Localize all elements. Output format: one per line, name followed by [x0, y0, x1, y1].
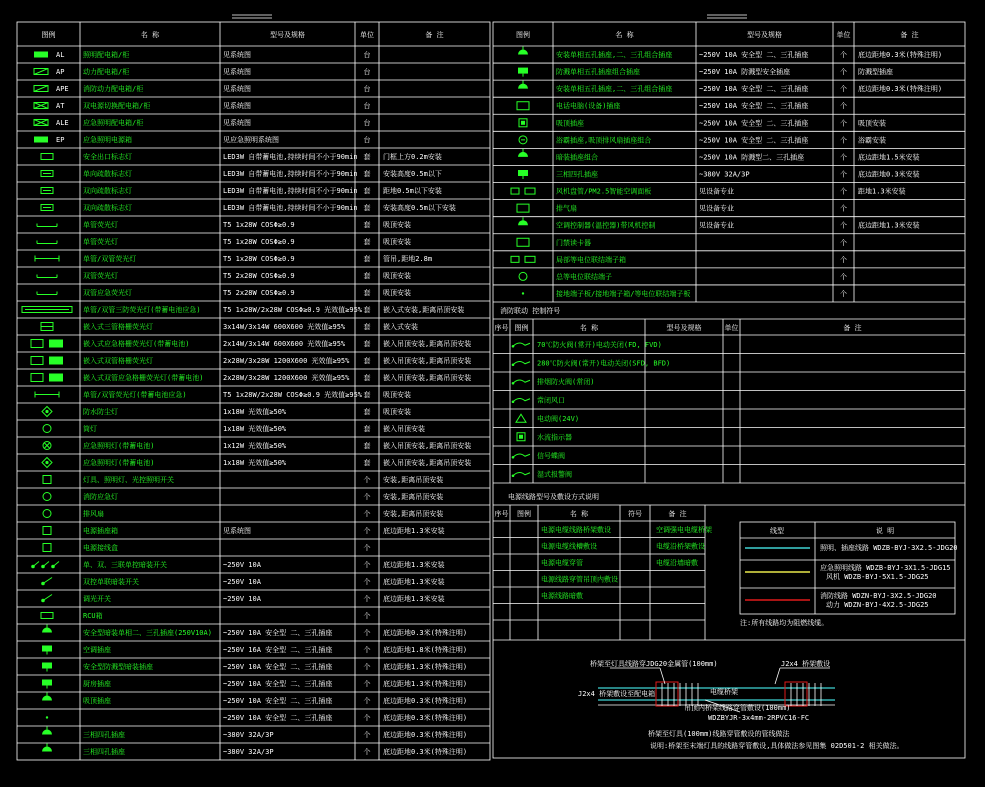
device-unit: 套 — [363, 374, 371, 382]
device-note: 底边距地0.3米(特殊注明) — [383, 714, 468, 722]
device-name: 电源接线盒 — [83, 544, 118, 552]
device-unit: 个 — [363, 663, 371, 671]
column-header: 型号及规格 — [666, 324, 702, 332]
device-note: 吸顶安装 — [383, 221, 411, 229]
column-header: 说 明 — [875, 527, 895, 535]
device-note: 底边距地1.3米安装 — [383, 561, 445, 569]
device-note: 嵌入吊顶安装,距离吊顶安装 — [383, 357, 472, 365]
device-note: 底边距地0.3米(特殊注明) — [858, 85, 943, 94]
device-spec: ~250V 10A 安全型 二、三孔插座 — [699, 102, 809, 111]
device-spec: ~250V 10A 安全型 二、三孔插座 — [223, 697, 333, 705]
column-header: 名 称 — [140, 31, 160, 39]
device-unit: 个 — [363, 612, 371, 620]
device-unit: 个 — [363, 629, 371, 637]
device-name: 单向疏散标志灯 — [83, 170, 132, 178]
column-header: 序号 — [494, 510, 509, 518]
device-spec: 2x14W/3x14W 600X600 光效值≥95% — [223, 340, 346, 348]
device-unit: 个 — [363, 595, 371, 603]
device-spec: ~250V 10A 安全型 二、三孔插座 — [699, 136, 809, 145]
column-header: 序号 — [494, 324, 509, 332]
device-note: 底边距地0.3米(特殊注明) — [383, 731, 468, 739]
device-spec: ~380V 32A/3P — [699, 170, 750, 179]
column-header: 单位 — [360, 31, 374, 39]
device-name: 三相四孔插座 — [83, 748, 125, 756]
device-name: 单管荧光灯 — [83, 221, 118, 229]
column-header: 备 注 — [843, 324, 862, 332]
device-spec: ~250V 10A 安全型 二、三孔插座 — [699, 85, 809, 94]
device-code: AT — [56, 102, 65, 110]
device-name: 双电源切换配电箱/柜 — [83, 102, 151, 110]
detail-label: WDZBYJR-3x4mm-2RPVC16-FC — [708, 714, 810, 722]
device-name: 双管应急荧光灯 — [83, 289, 132, 297]
device-unit: 个 — [363, 544, 371, 552]
device-unit: 个 — [363, 527, 371, 535]
column-header: 线型 — [770, 527, 784, 535]
column-header: 型号及规格 — [270, 31, 305, 39]
device-spec: 见系统图 — [223, 102, 251, 110]
device-note: 嵌入吊顶安装 — [383, 425, 425, 433]
device-unit: 个 — [363, 646, 371, 654]
device-unit: 套 — [363, 153, 371, 161]
device-note: 门框上方0.2m安装 — [383, 153, 442, 161]
device-unit: 个 — [840, 153, 847, 162]
device-name: 动力配电箱/柜 — [83, 68, 130, 76]
device-note: 底边距地0.3米(特殊注明) — [383, 629, 468, 637]
device-note: 安装,距离吊顶安装 — [383, 510, 444, 518]
device-name: 吸顶插座 — [83, 697, 111, 705]
device-spec: 见设备专业 — [699, 221, 734, 230]
device-spec: 见系统图 — [223, 119, 251, 127]
device-note: 底边距地1.3米安装 — [383, 578, 445, 586]
device-note: 安装高度0.5m以下 — [383, 170, 442, 178]
device-name: 嵌入式双管应急格栅荧光灯(带蓄电池) — [83, 374, 204, 382]
wiring-name: 电源线路暗敷 — [541, 591, 583, 600]
device-note: 浴霸安装 — [858, 136, 886, 145]
device-spec: ~250V 10A 安全型 二、三孔插座 — [223, 629, 333, 637]
device-spec: T5 1x28W/2x28W COSΦ≥0.9 光效值≥95% — [223, 306, 363, 314]
device-note: 底边距地0.3米安装 — [858, 170, 920, 179]
device-name: 单管/双管荧光灯(带蓄电池应急) — [83, 391, 187, 399]
device-spec: LED3W 自带蓄电池,持续时间不小于90min — [223, 187, 358, 195]
device-note: 底边距地0.3米(特殊注明) — [858, 51, 943, 60]
device-unit: 套 — [363, 357, 371, 365]
device-unit: 个 — [840, 187, 847, 196]
device-unit: 个 — [363, 731, 371, 739]
column-header: 备 注 — [900, 31, 919, 39]
device-name: 应急照明灯(带蓄电池) — [83, 459, 155, 467]
device-name: RCU箱 — [83, 612, 103, 620]
device-name: 接地端子板/接地端子箱/等电位联结端子板 — [556, 289, 691, 298]
fire-device-name: 280℃防火阀(常开)电动关闭(SFD, BFD) — [537, 359, 671, 368]
device-unit: 个 — [840, 221, 847, 230]
device-name: 安全型暗装单相二、三孔插座(250V10A) — [83, 629, 212, 637]
device-name: 照明配电箱/柜 — [83, 51, 130, 59]
device-unit: 个 — [840, 85, 847, 94]
device-note: 安装高度0.5m以下安装 — [383, 204, 456, 212]
detail-label: J2x4 桥架敷设 — [781, 660, 831, 668]
device-spec: LED3W 自带蓄电池,持续时间不小于90min — [223, 153, 358, 161]
device-note: 嵌入吊顶安装,距离吊顶安装 — [383, 459, 472, 467]
section-title: 消防联动 控制符号 — [500, 307, 561, 315]
device-spec: ~380V 32A/3P — [223, 748, 274, 756]
device-name: 安装单相五孔插座,二、三孔组合插座 — [556, 51, 673, 60]
device-unit: 个 — [840, 204, 847, 213]
device-unit: 个 — [840, 170, 847, 179]
device-spec: 3x14W/3x14W 600X600 光效值≥95% — [223, 323, 346, 331]
device-name: 防溅单相五孔插座组合插座 — [556, 68, 640, 77]
detail-label: J2x4 桥架敷设至配电箱 — [578, 690, 656, 698]
device-unit: 套 — [363, 170, 371, 178]
column-header: 型号及规格 — [747, 31, 782, 39]
device-spec: ~250V 10A — [223, 595, 261, 603]
device-name: 厨房插座 — [83, 680, 111, 688]
device-spec: 1x18W 光效值≥50% — [223, 425, 287, 433]
device-name: 灯具、照明灯、光控照明开关 — [83, 476, 174, 484]
device-note: 底边距地1.3米安装 — [383, 527, 445, 535]
device-note: 底边距地1.3米安装 — [383, 595, 445, 603]
device-name: 安全出口标志灯 — [83, 153, 132, 161]
legend-symbol-icon — [34, 137, 48, 143]
column-header: 图例 — [514, 324, 529, 332]
column-header: 单位 — [836, 31, 851, 39]
device-unit: 套 — [363, 425, 371, 433]
device-note: 嵌入吊顶安装,距离吊顶安装 — [383, 340, 472, 348]
device-name: 安装单相五孔插座,二、三孔组合插座 — [556, 85, 673, 94]
column-header: 单位 — [724, 324, 739, 332]
device-note: 嵌入式安装,距离吊顶安装 — [383, 306, 465, 314]
device-name: 单管荧光灯 — [83, 238, 118, 246]
fire-device-name: 湿式报警阀 — [537, 470, 572, 479]
device-name: 应急照明电源箱 — [83, 136, 132, 144]
section-title: 电源线路型号及敷设方式说明 — [508, 493, 599, 501]
device-name: 防水防尘灯 — [83, 408, 118, 416]
device-note: 底边距地1.3米安装 — [858, 221, 920, 230]
device-name: 风机盘管/PM2.5智能空调面板 — [556, 187, 652, 196]
device-spec: ~250V 10A 安全型 二、三孔插座 — [223, 680, 333, 688]
device-code: ALE — [56, 119, 69, 127]
legend-symbol-icon — [46, 716, 48, 718]
device-spec: ~380V 32A/3P — [223, 731, 274, 739]
device-spec: T5 1x28W/2x28W COSΦ≥0.9 光效值≥95% — [223, 391, 363, 399]
detail-note: 说明:桥架至末端灯具的线路穿管敷设,具体做法参见图集 02D501-2 相关做法。 — [650, 742, 904, 750]
device-spec: ~250V 10A 安全型 二、三孔插座 — [223, 663, 333, 671]
detail-note: 桥架至灯具(100mm)线路穿管敷设的管线做法 — [648, 730, 790, 738]
device-name: 双控单联暗装开关 — [83, 578, 139, 586]
device-note: 嵌入式安装 — [383, 323, 418, 331]
device-spec: 见设备专业 — [699, 204, 734, 213]
fire-device-name: 水流指示器 — [537, 433, 572, 442]
device-spec: 见系统图 — [223, 527, 251, 535]
device-unit: 个 — [363, 680, 371, 688]
device-unit: 套 — [363, 306, 371, 314]
device-name: 双向疏散标志灯 — [83, 204, 132, 212]
device-spec: LED3W 自带蓄电池,持续时间不小于90min — [223, 204, 358, 212]
device-unit: 台 — [363, 102, 371, 110]
device-name: 单管/双管三防荧光灯(带蓄电池应急) — [83, 306, 201, 314]
device-unit: 套 — [363, 323, 371, 331]
device-note: 吸顶安装 — [383, 408, 411, 416]
device-spec: LED3W 自带蓄电池,持续时间不小于90min — [223, 170, 358, 178]
device-spec: T5 1x28W COSΦ≥0.9 — [223, 255, 295, 263]
device-spec: 1x12W 光效值≥50% — [223, 442, 287, 450]
device-unit: 个 — [363, 561, 371, 569]
device-spec: 见设备专业 — [699, 187, 734, 196]
device-unit: 个 — [840, 272, 847, 281]
device-unit: 套 — [363, 238, 371, 246]
device-name: 三相四孔插座 — [556, 170, 598, 179]
device-spec: ~250V 10A — [223, 561, 261, 569]
device-name: 空调控制器(温控器)带风机控制 — [556, 221, 656, 230]
device-note: 吸顶安装 — [858, 119, 886, 128]
device-unit: 个 — [840, 102, 847, 111]
device-unit: 个 — [363, 697, 371, 705]
fire-device-name: 排烟防火阀(常闭) — [537, 377, 595, 386]
device-unit: 个 — [363, 510, 371, 518]
device-note: 底边距地1.8米(特殊注明) — [383, 646, 468, 654]
device-unit: 套 — [363, 459, 371, 467]
wiring-note: 空调强电电缆桥架 — [656, 525, 712, 534]
device-code: AL — [56, 51, 65, 59]
device-name: 嵌入式双管格栅荧光灯 — [83, 357, 153, 365]
column-header: 图例 — [41, 31, 56, 39]
device-name: 安全型防溅型暗装插座 — [83, 663, 153, 671]
device-unit: 套 — [363, 187, 371, 195]
device-name: 嵌入式三管格栅荧光灯 — [83, 323, 153, 331]
column-header: 备 注 — [425, 31, 444, 39]
device-spec: T5 2x28W COSΦ≥0.9 — [223, 289, 295, 297]
device-unit: 个 — [363, 476, 371, 484]
device-name: 吸顶插座 — [556, 119, 584, 128]
device-unit: 个 — [363, 578, 371, 586]
device-code: APE — [56, 85, 69, 93]
device-note: 安装,距离吊顶安装 — [383, 476, 444, 484]
wiring-name: 电源电缆线路桥架敷设 — [541, 525, 611, 534]
device-name: 三相四孔插座 — [83, 731, 125, 739]
device-note: 底边距地0.3米(特殊注明) — [383, 697, 468, 705]
column-header: 备 注 — [668, 510, 687, 518]
device-note: 距地0.5m以下安装 — [383, 187, 442, 195]
legend-symbol-icon — [34, 52, 48, 58]
detail-label: 桥架至灯具线路穿JDG20金属管(100mm) — [590, 660, 718, 668]
detail-label: 电缆桥架 — [710, 688, 738, 696]
device-spec: ~250V 10A 安全型 二、三孔插座 — [699, 51, 809, 60]
legend-symbol-icon — [522, 292, 524, 294]
device-name: 排气扇 — [556, 204, 577, 213]
device-note: 底边距地1.3米(特殊注明) — [383, 680, 468, 688]
device-unit: 个 — [840, 255, 847, 264]
column-header: 图例 — [517, 510, 531, 518]
device-unit: 套 — [363, 340, 371, 348]
device-note: 安装,距离吊顶安装 — [383, 493, 444, 501]
device-unit: 台 — [363, 51, 371, 59]
column-header: 图例 — [516, 31, 530, 39]
column-header: 名 称 — [579, 324, 599, 332]
device-spec: ~250V 10A 防溅型安全插座 — [699, 68, 791, 77]
device-name: 电源插座箱 — [83, 527, 118, 535]
cable-description: 消防线路 WDZN-BYJ-3X2.5-JDG20 — [820, 592, 937, 600]
column-header: 符号 — [628, 510, 642, 518]
device-spec: T5 1x28W COSΦ≥0.9 — [223, 221, 295, 229]
device-name: 浴霸插座,吸顶排风扇插座组合 — [556, 136, 652, 145]
device-name: 排风扇 — [83, 510, 104, 518]
device-unit: 个 — [840, 136, 847, 145]
device-note: 嵌入吊顶安装,距离吊顶安装 — [383, 374, 472, 382]
device-name: 电话电脑(设备)插座 — [556, 102, 621, 111]
fire-device-name: 70℃防火阀(常开)电动关闭(FD, FVD) — [537, 340, 662, 349]
fire-device-name: 信号蝶阀 — [537, 451, 565, 460]
device-name: 单管/双管荧光灯 — [83, 255, 137, 263]
device-unit: 台 — [363, 119, 371, 127]
device-name: 双管荧光灯 — [83, 272, 118, 280]
device-name: 局部等电位联结端子箱 — [556, 255, 626, 264]
device-unit: 套 — [363, 391, 371, 399]
cable-description: 照明、插座线路 WDZB-BYJ-3X2.5-JDG20 — [820, 544, 958, 552]
device-note: 防溅型插座 — [858, 68, 893, 77]
device-unit: 台 — [363, 136, 371, 144]
device-spec: ~250V 10A 安全型 二、三孔插座 — [699, 119, 809, 128]
wiring-name: 电源电缆线槽敷设 — [541, 542, 597, 551]
device-spec: 2x28W/3x28W 1200X600 光效值≥95% — [223, 374, 350, 382]
device-unit: 个 — [363, 493, 371, 501]
device-spec: 见应急照明系统图 — [223, 136, 279, 144]
wiring-name: 电源线路穿管吊顶内敷设 — [541, 575, 618, 584]
device-unit: 个 — [363, 748, 371, 756]
fire-device-name: 电动阀(24V) — [537, 414, 580, 423]
device-name: 应急照明配电箱/柜 — [83, 119, 144, 127]
device-note: 吸顶安装 — [383, 289, 411, 297]
device-note: 吸顶安装 — [383, 238, 411, 246]
device-unit: 个 — [840, 119, 847, 128]
wiring-name: 电源电缆穿管 — [541, 558, 583, 567]
device-unit: 个 — [363, 714, 371, 722]
device-name: 空调插座 — [83, 646, 111, 654]
device-unit: 套 — [363, 289, 371, 297]
device-name: 嵌入式应急格栅荧光灯(带蓄电池) — [83, 340, 190, 348]
device-name: 应急照明灯(带蓄电池) — [83, 442, 155, 450]
device-spec: 见系统图 — [223, 68, 251, 76]
device-name: 筒灯 — [83, 425, 97, 433]
device-code: AP — [56, 68, 65, 76]
device-unit: 套 — [363, 221, 371, 229]
device-spec: ~250V 10A 安全型 二、三孔插座 — [223, 714, 333, 722]
device-code: EP — [56, 136, 65, 144]
device-spec: T5 2x28W COSΦ≥0.9 — [223, 272, 295, 280]
device-spec: 1x18W 光效值≥50% — [223, 408, 287, 416]
device-unit: 个 — [840, 289, 847, 298]
device-spec: ~250V 10A 防溅型二、三孔插座 — [699, 153, 805, 162]
device-unit: 个 — [840, 238, 847, 247]
device-unit: 台 — [363, 68, 371, 76]
device-unit: 个 — [840, 51, 847, 60]
device-unit: 台 — [363, 85, 371, 93]
detail-label: 吊顶内桥架线路穿管敷设(100mm) — [684, 704, 791, 712]
device-unit: 套 — [363, 255, 371, 263]
device-name: 双向疏散标志灯 — [83, 187, 132, 195]
legend-note: 注:所有线路均为阻燃线缆。 — [740, 619, 829, 627]
device-unit: 套 — [363, 204, 371, 212]
device-name: 门禁读卡器 — [556, 238, 591, 247]
device-spec: 1x18W 光效值≥50% — [223, 459, 287, 467]
device-name: 总等电位联结端子 — [556, 272, 612, 281]
device-name: 调光开关 — [83, 595, 111, 603]
fire-device-name: 常闭风口 — [537, 396, 565, 405]
device-note: 吸顶安装 — [383, 272, 411, 280]
column-header: 名 称 — [569, 510, 589, 518]
device-spec: ~250V 16A 安全型 二、三孔插座 — [223, 646, 333, 654]
device-name: 消防应急灯 — [83, 493, 118, 501]
device-name: 消防动力配电箱/柜 — [83, 85, 144, 93]
device-note: 管吊,距地2.8m — [383, 255, 433, 263]
device-note: 底边距地0.3米(特殊注明) — [383, 748, 468, 756]
device-spec: 见系统图 — [223, 51, 251, 59]
device-spec: ~250V 10A — [223, 578, 261, 586]
device-unit: 套 — [363, 272, 371, 280]
device-unit: 个 — [840, 68, 847, 77]
cable-description: 风机 WDZB-BYJ-5X1.5-JDG25 — [826, 573, 929, 581]
device-name: 暗装插座组合 — [556, 153, 598, 162]
wiring-note: 电缆沿桥架敷设 — [656, 542, 705, 551]
device-spec: T5 1x28W COSΦ≥0.9 — [223, 238, 295, 246]
device-spec: 见系统图 — [223, 85, 251, 93]
device-unit: 套 — [363, 442, 371, 450]
device-note: 吸顶安装 — [383, 391, 411, 399]
device-unit: 套 — [363, 408, 371, 416]
device-note: 距地1.3米安装 — [858, 187, 906, 196]
cable-description: 应急照明线路 WDZB-BYJ-3X1.5-JDG15 — [820, 564, 951, 572]
device-spec: 2x28W/3x28W 1200X600 光效值≥95% — [223, 357, 350, 365]
device-note: 嵌入吊顶安装,距离吊顶安装 — [383, 442, 472, 450]
column-header: 名 称 — [615, 31, 634, 39]
cable-description: 动力 WDZN-BYJ-4X2.5-JDG25 — [826, 601, 929, 609]
wiring-note: 电缆沿墙暗敷 — [656, 558, 698, 567]
device-note: 底边距地1.3米(特殊注明) — [383, 663, 468, 671]
device-note: 底边距地1.5米安装 — [858, 153, 920, 162]
device-name: 单、双、三联单控暗装开关 — [83, 561, 167, 569]
